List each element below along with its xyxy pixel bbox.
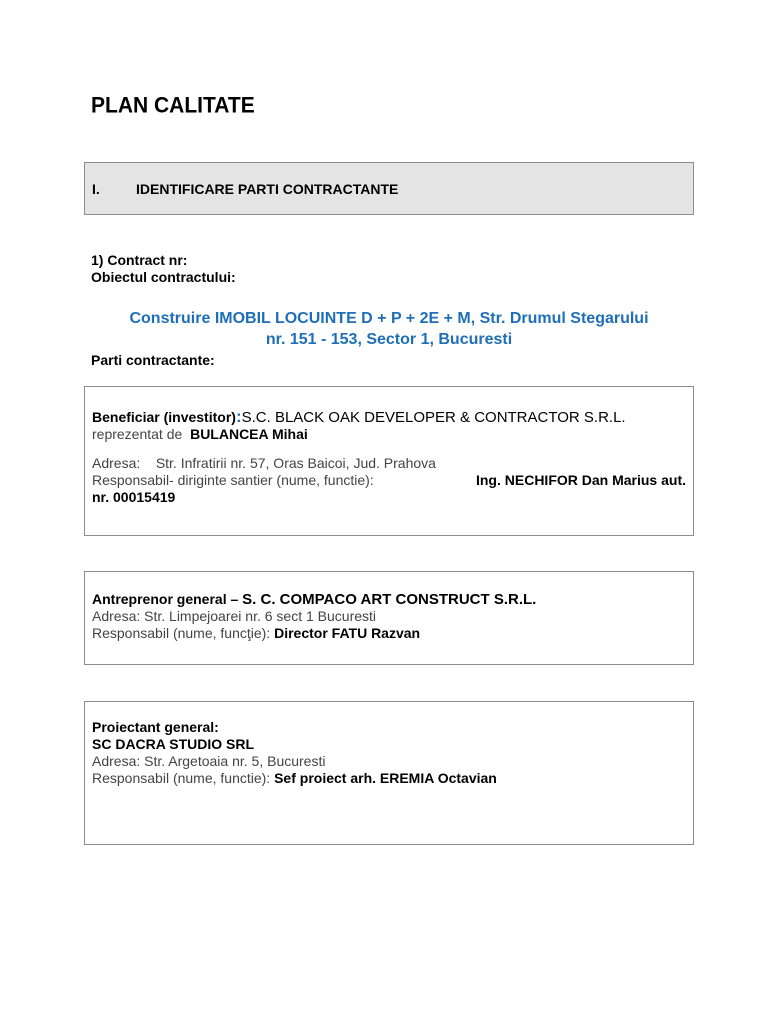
page-title: PLAN CALITATE <box>91 93 255 118</box>
proiectant-label: Proiectant general: <box>92 719 219 735</box>
beneficiar-resp-value-cont: nr. 00015419 <box>92 489 176 505</box>
beneficiar-resp-value: Ing. NECHIFOR Dan Marius aut. <box>475 472 686 488</box>
antreprenor-address: Adresa: Str. Limpejoarei nr. 6 sect 1 Bucuresti <box>92 608 377 624</box>
proiectant-company: SC DACRA STUDIO SRL <box>92 736 255 752</box>
contract-object <box>84 308 694 350</box>
proiectant-resp-value: Sef proiect arh. EREMIA Octavian <box>274 770 497 786</box>
beneficiar-company: S.C. BLACK OAK DEVELOPER & CONTRACTOR S.R.L. <box>241 409 626 426</box>
parti-contractante-label: Parti contractante: <box>91 352 215 368</box>
beneficiar-resp-label: Responsabil- diriginte santier (nume, functie): <box>92 472 374 488</box>
antreprenor-box <box>84 571 694 665</box>
beneficiar-address: Str. Infratirii nr. 57, Oras Baicoi, Jud. Prahova <box>155 455 436 471</box>
proiectant-box <box>84 701 694 845</box>
contract-object-label: Obiectul contractului: <box>91 269 236 285</box>
contract-object-line-1: Construire IMOBIL LOCUINTE D + P + 2E + M, Str. Drumul Stegarului <box>129 310 649 327</box>
section-title: IDENTIFICARE PARTI CONTRACTANTE <box>136 181 399 197</box>
beneficiar-colon: : <box>235 407 242 426</box>
beneficiar-label: Beneficiar (investitor) <box>92 409 236 425</box>
proiectant-resp-label: Responsabil (nume, functie): <box>92 770 271 786</box>
antreprenor-resp-value: Director FATU Razvan <box>274 625 421 641</box>
antreprenor-label: Antreprenor general – <box>92 591 239 607</box>
section-number: I. <box>92 181 100 197</box>
beneficiar-address-label: Adresa: <box>92 455 141 471</box>
proiectant-address: Adresa: Str. Argetoaia nr. 5, Bucuresti <box>92 753 326 769</box>
contract-number-label: 1) Contract nr: <box>91 252 188 268</box>
antreprenor-resp-label: Responsabil (nume, funcţie): <box>92 625 271 641</box>
beneficiar-rep-name: BULANCEA Mihai <box>190 426 308 442</box>
contract-block <box>91 252 236 286</box>
section-header <box>84 162 694 215</box>
beneficiar-box <box>84 386 694 536</box>
contract-object-line-2: nr. 151 - 153, Sector 1, Bucuresti <box>265 331 513 348</box>
beneficiar-rep-label: reprezentat de <box>92 426 183 442</box>
antreprenor-company: S. C. COMPACO ART CONSTRUCT S.R.L. <box>242 591 537 608</box>
